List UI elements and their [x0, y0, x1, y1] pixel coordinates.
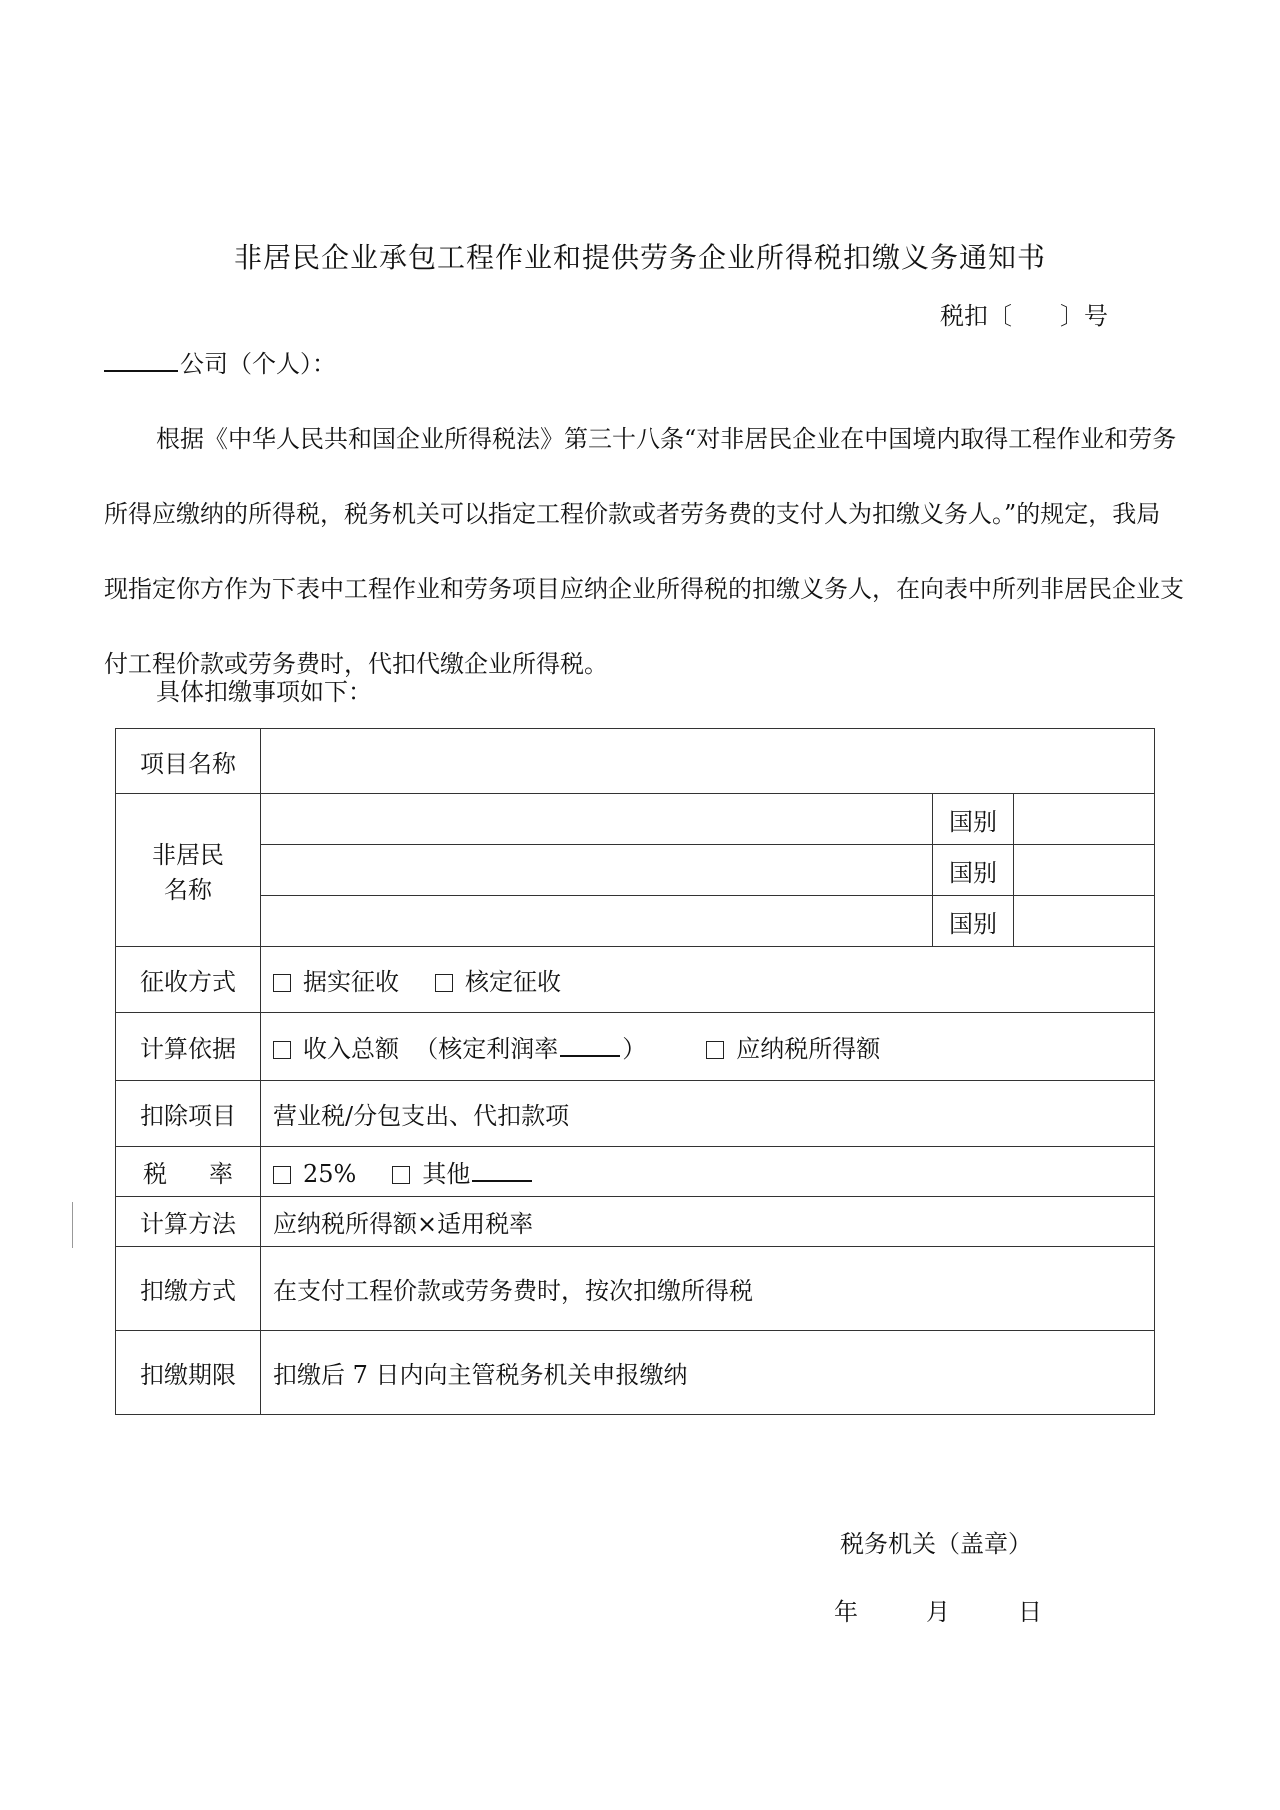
row-deductions	[116, 1081, 1155, 1147]
nonresident-label-line2: 名称	[164, 876, 212, 904]
row-nonresident-2	[116, 845, 1155, 896]
country-label: 国别	[933, 794, 1014, 845]
addressee-label: 公司（个人）：	[180, 350, 336, 378]
calc-basis-options	[261, 1013, 1155, 1081]
withholding-deadline-label: 扣缴期限	[116, 1331, 261, 1415]
gross-income-checkbox[interactable]	[273, 1041, 291, 1059]
addressee	[104, 344, 336, 379]
country-field[interactable]	[1014, 845, 1155, 896]
addressee-blank[interactable]	[104, 348, 178, 372]
row-calc-method	[116, 1197, 1155, 1247]
project-name-field[interactable]	[261, 729, 1155, 794]
profit-rate-suffix: ）	[622, 1035, 647, 1063]
row-nonresident-1	[116, 794, 1155, 845]
margin-mark	[72, 1202, 73, 1248]
row-tax-rate	[116, 1147, 1155, 1197]
nonresident-name-field[interactable]	[261, 794, 933, 845]
nonresident-label-line1: 非居民	[152, 841, 224, 869]
country-field[interactable]	[1014, 896, 1155, 947]
rate-other-label: 其他	[422, 1160, 471, 1188]
row-collection-method	[116, 947, 1155, 1013]
deductions-label: 扣除项目	[116, 1081, 261, 1147]
tax-rate-options	[261, 1147, 1155, 1197]
row-nonresident-3	[116, 896, 1155, 947]
rate-other-blank[interactable]	[472, 1160, 532, 1182]
row-calc-basis	[116, 1013, 1155, 1081]
country-label: 国别	[933, 896, 1014, 947]
gross-income-label: 收入总额	[303, 1035, 399, 1063]
taxable-income-checkbox[interactable]	[706, 1041, 724, 1059]
collection-method-options	[261, 947, 1155, 1013]
table-intro: 具体扣缴事项如下：	[156, 678, 372, 706]
row-withholding-deadline	[116, 1331, 1155, 1415]
actual-collection-checkbox[interactable]	[273, 974, 291, 992]
rate-other-checkbox[interactable]	[392, 1166, 410, 1184]
profit-rate-blank[interactable]	[560, 1035, 620, 1057]
calc-basis-label: 计算依据	[116, 1013, 261, 1081]
nonresident-name-field[interactable]	[261, 845, 933, 896]
calc-method-label: 计算方法	[116, 1197, 261, 1247]
document-title: 非居民企业承包工程作业和提供劳务企业所得税扣缴义务通知书	[233, 241, 1046, 274]
row-withholding-method	[116, 1247, 1155, 1331]
actual-collection-label: 据实征收	[303, 968, 399, 996]
signature-date	[834, 1592, 1042, 1627]
country-label: 国别	[933, 845, 1014, 896]
signature-org: 税务机关（盖章）	[840, 1530, 1032, 1558]
profit-rate-prefix: （核定利润率	[414, 1035, 559, 1063]
withholding-deadline-value: 扣缴后 7 日内向主管税务机关申报缴纳	[261, 1331, 1155, 1415]
rate-25-label: 25%	[303, 1160, 357, 1188]
calc-method-value: 应纳税所得额×适用税率	[261, 1197, 1155, 1247]
rate-25-checkbox[interactable]	[273, 1166, 291, 1184]
withholding-method-label: 扣缴方式	[116, 1247, 261, 1331]
taxable-income-label: 应纳税所得额	[736, 1035, 881, 1063]
row-project-name	[116, 729, 1155, 794]
date-day-label: 日	[1018, 1598, 1042, 1626]
assessed-collection-checkbox[interactable]	[435, 974, 453, 992]
collection-method-label: 征收方式	[116, 947, 261, 1013]
nonresident-name-field[interactable]	[261, 896, 933, 947]
tax-rate-label-char2: 率	[209, 1160, 233, 1188]
nonresident-label	[116, 794, 261, 947]
withholding-method-value: 在支付工程价款或劳务费时，按次扣缴所得税	[261, 1247, 1155, 1331]
tax-rate-label-char1: 税	[143, 1160, 209, 1188]
document-number: 税扣〔 〕号	[940, 302, 1108, 330]
deductions-value: 营业税/分包支出、代扣款项	[261, 1081, 1155, 1147]
country-field[interactable]	[1014, 794, 1155, 845]
date-month-label: 月	[926, 1598, 950, 1626]
date-year-label: 年	[834, 1598, 858, 1626]
withholding-form-table	[115, 728, 1155, 1415]
tax-rate-label	[116, 1147, 261, 1197]
assessed-collection-label: 核定征收	[465, 968, 561, 996]
body-paragraph: 根据《中华人民共和国企业所得税法》第三十八条“对非居民企业在中国境内取得工程作业和劳务所得应缴纳的所得税，税务机关可以指定工程价款或者劳务费的支付人为扣缴义务人。”的规定，我局现指定你方作为下表中工程作业和劳务项目应纳企业所得税的扣缴义务人，在向表中所列非居民企业支付工程价款或劳务费时，代扣代缴企业所得税。	[104, 425, 1184, 678]
project-name-label: 项目名称	[116, 729, 261, 794]
